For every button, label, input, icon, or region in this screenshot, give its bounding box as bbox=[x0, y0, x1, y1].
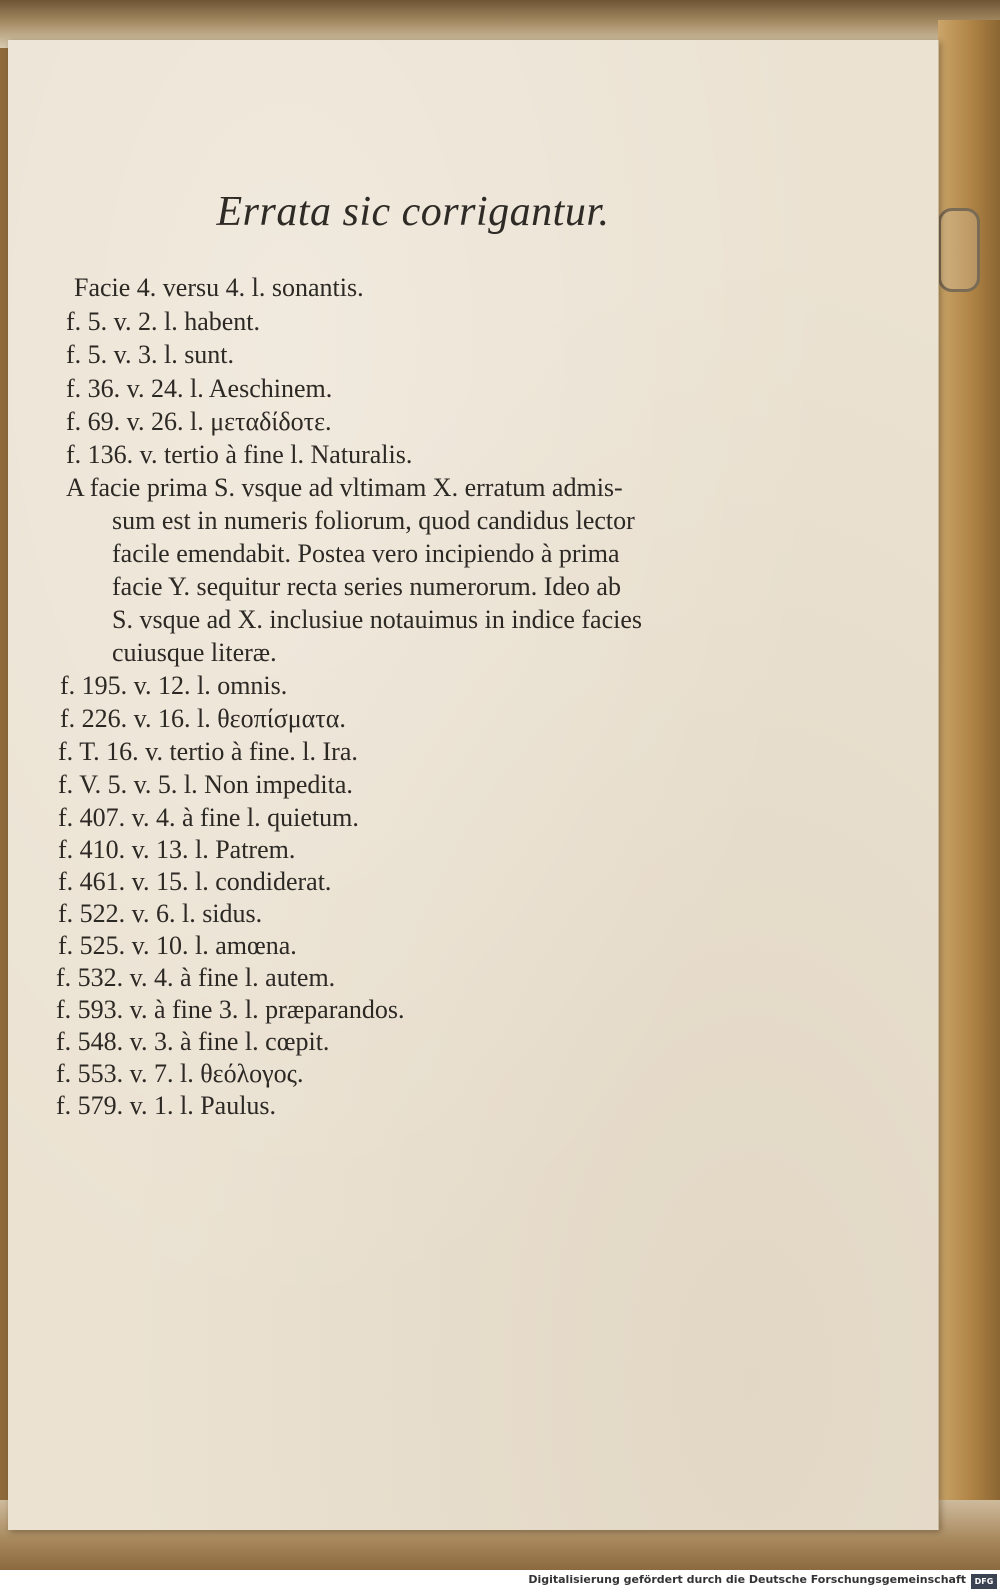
errata-entry: f. 593. v. à fine 3. l. præparandos. bbox=[56, 995, 405, 1024]
errata-entry: f. 136. v. tertio à fine l. Naturalis. bbox=[66, 440, 413, 469]
errata-entry: f. 522. v. 6. l. sidus. bbox=[58, 899, 263, 928]
errata-entry: f. 195. v. 12. l. omnis. bbox=[60, 671, 288, 700]
errata-entry: f. 407. v. 4. à fine l. quietum. bbox=[58, 803, 359, 832]
errata-entry: f. 226. v. 16. l. θεοπίσματα. bbox=[60, 704, 346, 733]
digitization-footer bbox=[0, 1570, 1000, 1594]
errata-entry: f. 5. v. 3. l. sunt. bbox=[66, 340, 235, 369]
book-clasp bbox=[938, 208, 980, 292]
errata-entry: f. 461. v. 15. l. condiderat. bbox=[58, 867, 332, 896]
funding-credit: Digitalisierung gefördert durch die Deutsche Forschungsgemeinschaft bbox=[528, 1573, 966, 1586]
errata-entry: f. 36. v. 24. l. Aeschinem. bbox=[66, 374, 333, 403]
dfg-logo: DFG bbox=[971, 1574, 997, 1589]
page-title: Errata sic corrigantur. bbox=[216, 189, 610, 235]
errata-entry: f. 410. v. 13. l. Patrem. bbox=[58, 835, 296, 864]
errata-entry: f. T. 16. v. tertio à fine. l. Ira. bbox=[58, 737, 358, 766]
errata-paragraph-line: cuiusque literæ. bbox=[112, 638, 277, 667]
errata-entry: f. 532. v. 4. à fine l. autem. bbox=[56, 963, 336, 992]
errata-entry: f. 553. v. 7. l. θεόλογος. bbox=[56, 1059, 304, 1088]
errata-entry: f. V. 5. v. 5. l. Non impedita. bbox=[58, 770, 353, 799]
errata-paragraph-line: facile emendabit. Postea vero incipiendo à prima bbox=[112, 539, 620, 568]
errata-entry: f. 579. v. 1. l. Paulus. bbox=[56, 1091, 277, 1120]
errata-entry: f. 5. v. 2. l. habent. bbox=[66, 307, 260, 336]
document-page bbox=[8, 40, 939, 1530]
errata-paragraph-line: sum est in numeris foliorum, quod candidus lector bbox=[112, 506, 635, 535]
errata-paragraph-line: A facie prima S. vsque ad vltimam X. erratum admis- bbox=[66, 473, 623, 502]
errata-paragraph-line: facie Y. sequitur recta series numerorum. Ideo ab bbox=[112, 572, 621, 601]
errata-entry: Facie 4. versu 4. l. sonantis. bbox=[74, 273, 364, 302]
errata-entry: f. 525. v. 10. l. amœna. bbox=[58, 931, 297, 960]
errata-entry: f. 548. v. 3. à fine l. cœpit. bbox=[56, 1027, 330, 1056]
errata-paragraph-line: S. vsque ad X. inclusiue notauimus in indice facies bbox=[112, 605, 643, 634]
errata-entry: f. 69. v. 26. l. μεταδίδοτε. bbox=[66, 407, 332, 436]
